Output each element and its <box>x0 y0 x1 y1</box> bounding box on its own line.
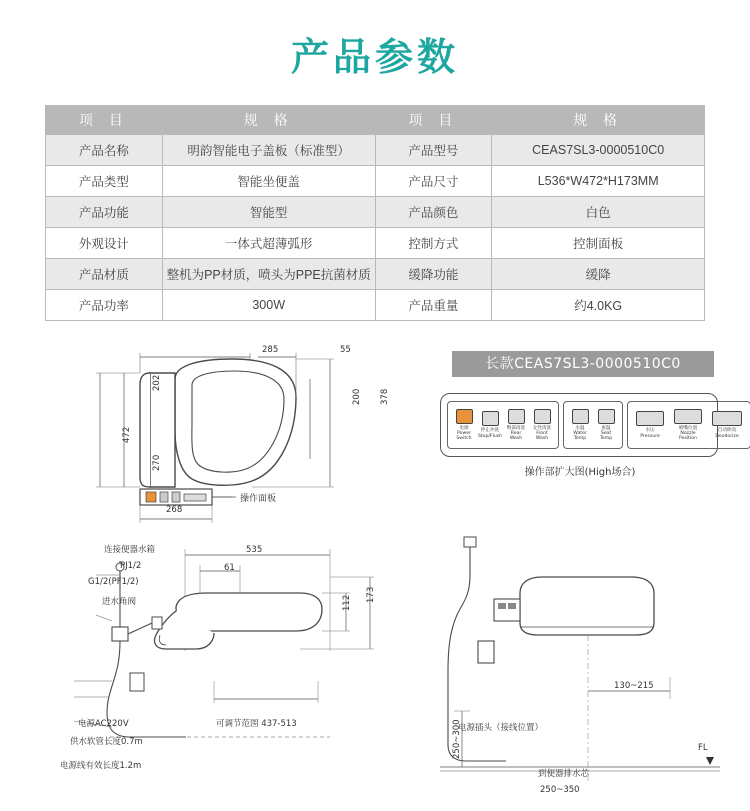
label-connect-tank: 连接便器水箱 <box>104 545 156 555</box>
row-value: 白色 <box>492 197 705 228</box>
table-header-row <box>376 106 705 135</box>
table-row <box>46 135 375 166</box>
panel-button-water-temp[interactable] <box>569 405 591 445</box>
table-row <box>376 197 705 228</box>
panel-sublabel: Stop/Flush <box>477 433 503 439</box>
panel-label: 停止冲洗 <box>480 428 500 434</box>
row-value: L536*W472*H173MM <box>492 166 705 197</box>
panel-label: 自动除臭 <box>717 428 737 434</box>
panel-button-front-wash[interactable] <box>531 405 553 445</box>
table-row <box>46 197 375 228</box>
panel-button-power[interactable] <box>453 405 475 445</box>
spec-table-right <box>376 106 706 321</box>
panel-button-pressure[interactable] <box>633 405 667 445</box>
label-adjust-range: 可调节范围 437-513 <box>216 719 297 729</box>
table-row <box>376 259 705 290</box>
row-value: 一体式超薄弧形 <box>162 228 375 259</box>
label-angle-valve: 进水角阀 <box>102 597 137 607</box>
row-value: 智能型 <box>162 197 375 228</box>
panel-label: 女性清洗 <box>532 425 552 431</box>
panel-label: 电源 <box>459 425 469 431</box>
row-key: 产品重量 <box>376 290 492 321</box>
row-value: 缓降 <box>492 259 705 290</box>
column-header-value: 规 格 <box>492 106 705 135</box>
row-key: 产品类型 <box>46 166 162 197</box>
dim-55: 55 <box>340 345 351 355</box>
spec-table-left <box>46 106 376 321</box>
panel-sublabel: Front Wash <box>535 430 549 442</box>
panel-sublabel: Pressure <box>640 433 660 439</box>
top-view-drawing <box>0 339 430 559</box>
panel-group-right <box>627 401 750 449</box>
dim-268: 268 <box>166 505 183 515</box>
row-value: 智能坐便盖 <box>162 166 375 197</box>
label-pj12: PJ1/2 <box>120 561 142 571</box>
seat-temp-icon <box>598 409 615 424</box>
page-title: 产品参数 <box>290 35 459 79</box>
row-key: 外观设计 <box>46 228 162 259</box>
dim-61: 61 <box>224 563 235 573</box>
dim-130-215: 130~215 <box>614 681 654 691</box>
panel-sublabel: Deodorize <box>715 433 739 439</box>
panel-sublabel: Power Switch <box>456 430 472 442</box>
row-key: 产品功能 <box>46 197 162 228</box>
panel-label: 水温 <box>575 425 585 431</box>
panel-button-deodorize[interactable] <box>709 405 745 445</box>
column-header-value: 规 格 <box>162 106 375 135</box>
dim-250-350: 250~350 <box>540 785 580 795</box>
row-value: 约4.0KG <box>492 290 705 321</box>
table-row <box>376 135 705 166</box>
panel-button-seat-temp[interactable] <box>595 405 617 445</box>
panel-sublabel: Nozzle Position <box>679 430 697 442</box>
technical-drawings <box>0 339 750 809</box>
row-key: 产品颜色 <box>376 197 492 228</box>
control-panel-callout: 操作面板 <box>240 494 277 504</box>
row-key: 产品型号 <box>376 135 492 166</box>
dim-173: 173 <box>366 586 376 603</box>
panel-caption: 操作部扩大图(High场合) <box>524 467 636 478</box>
panel-button-nozzle[interactable] <box>671 405 705 445</box>
panel-label: 臀部清洗 <box>506 425 526 431</box>
panel-button-stop[interactable] <box>479 405 501 445</box>
row-key: 缓降功能 <box>376 259 492 290</box>
dim-378: 378 <box>380 388 390 405</box>
dim-270: 270 <box>152 454 162 471</box>
row-key: 产品名称 <box>46 135 162 166</box>
label-g12: G1/2(PF1/2) <box>88 577 139 587</box>
label-hose-length: 供水软管长度0.7m <box>70 737 143 747</box>
table-row <box>46 290 375 321</box>
label-power-ac220v: 电源AC220V <box>78 719 129 729</box>
row-key: 产品材质 <box>46 259 162 290</box>
dim-472: 472 <box>122 426 132 443</box>
row-value: 整机为PP材质，喷头为PPE抗菌材质 <box>162 259 375 290</box>
dim-285: 285 <box>262 345 279 355</box>
table-row <box>46 166 375 197</box>
dim-112: 112 <box>342 594 352 611</box>
stop-icon <box>482 411 499 426</box>
table-row <box>46 228 375 259</box>
table-row <box>376 228 705 259</box>
rear-wash-icon <box>508 409 525 424</box>
dim-535: 535 <box>246 545 263 555</box>
table-row <box>376 166 705 197</box>
panel-label: 座温 <box>601 425 611 431</box>
row-key: 产品功率 <box>46 290 162 321</box>
dim-200: 200 <box>352 388 362 405</box>
label-power-plug: 电源插头（接线位置） <box>458 723 544 733</box>
model-banner: 长款CEAS7SL3-0000510C0 <box>452 351 714 377</box>
row-key: 产品尺寸 <box>376 166 492 197</box>
panel-sublabel: Water Temp <box>573 430 587 442</box>
spec-tables <box>45 105 705 321</box>
label-to-drain: 到便器排水芯 <box>538 769 590 779</box>
row-key: 控制方式 <box>376 228 492 259</box>
deodorize-icon <box>712 411 742 426</box>
row-value: CEAS7SL3-0000510C0 <box>492 135 705 166</box>
panel-sublabel: Seat Temp <box>599 430 613 442</box>
panel-group-middle <box>563 401 623 449</box>
table-row <box>376 290 705 321</box>
panel-label: 喷嘴位置 <box>678 425 698 431</box>
nozzle-icon <box>674 409 702 424</box>
table-header-row <box>46 106 375 135</box>
power-icon <box>456 409 473 424</box>
panel-label: 水压 <box>645 428 655 434</box>
row-value: 明韵智能电子盖板（标准型） <box>162 135 375 166</box>
row-value: 控制面板 <box>492 228 705 259</box>
panel-button-rear-wash[interactable] <box>505 405 527 445</box>
label-fl: FL <box>698 743 708 753</box>
column-header-item: 项 目 <box>376 106 492 135</box>
front-wash-icon <box>534 409 551 424</box>
control-panel-diagram <box>440 393 739 457</box>
table-row <box>46 259 375 290</box>
water-temp-icon <box>572 409 589 424</box>
dim-250-300: 250~300 <box>452 719 462 759</box>
column-header-item: 项 目 <box>46 106 162 135</box>
row-value: 300W <box>162 290 375 321</box>
panel-group-left <box>447 401 559 449</box>
label-cord-length: 电源线有效长度1.2m <box>60 761 142 771</box>
pressure-icon <box>636 411 664 426</box>
dim-202: 202 <box>152 374 162 391</box>
panel-sublabel: Rear Wash <box>509 430 523 442</box>
